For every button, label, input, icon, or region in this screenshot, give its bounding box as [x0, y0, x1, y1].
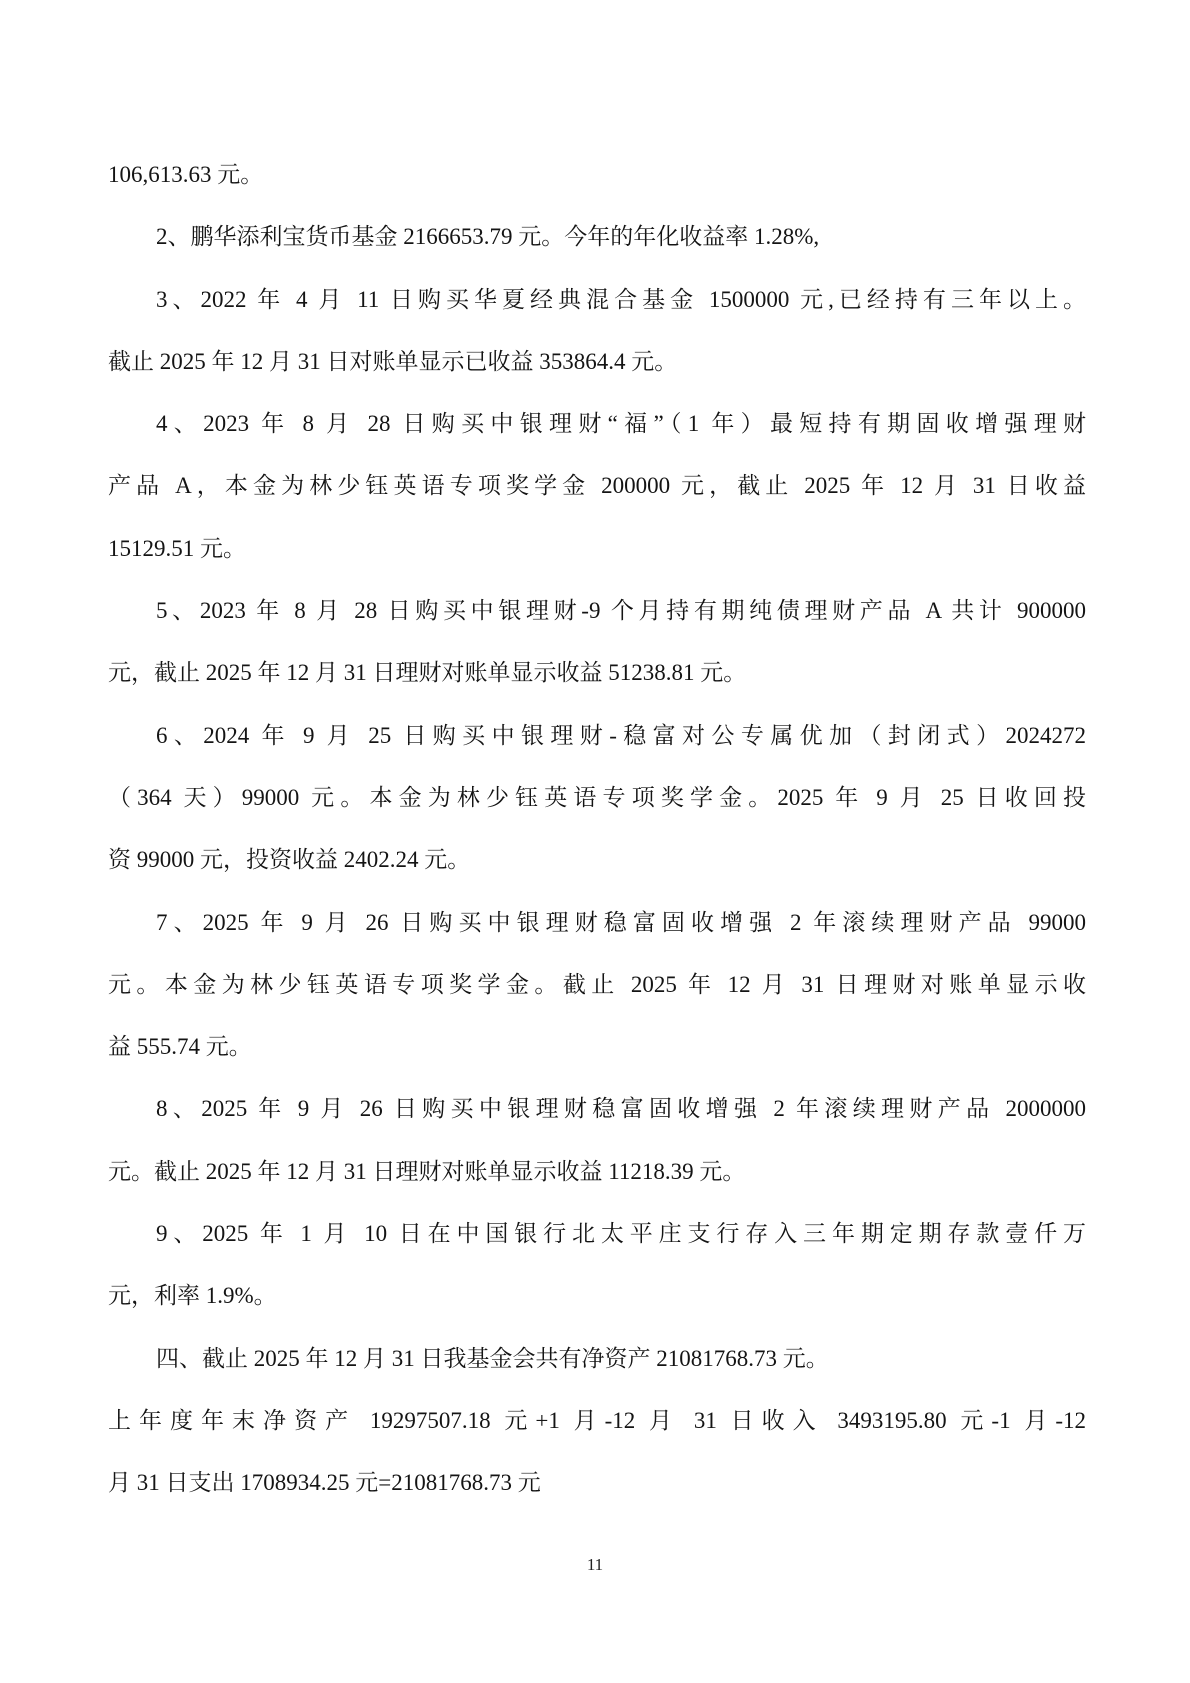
text-line-remainder-item1: 106,613.63 元。: [108, 162, 264, 187]
text-line-item4-cont: 产品 A，本金为林少钰英语专项奖学金 200000 元，截止 2025 年 12 月 31 日收益: [108, 473, 1086, 499]
text-line-item5: 5、2023 年 8 月 28 日购买中银理财-9 个月持有期纯债理财产品 A 共计 900000: [156, 598, 1086, 624]
text-line-item6-cont: （364 天）99000 元。本金为林少钰英语专项奖学金。2025 年 9 月 25 日收回投: [108, 784, 1086, 810]
text-line-item4: 4、2023 年 8 月 28 日购买中银理财“福”（1 年）最短持有期固收增强理财: [156, 411, 1086, 437]
text-line-item9: 9、2025 年 1 月 10 日在中国银行北太平庄支行存入三年期定期存款壹仟万: [156, 1221, 1086, 1247]
text-line-item8: 8、2025 年 9 月 26 日购买中银理财稳富固收增强 2 年滚续理财产品 2000000: [156, 1096, 1086, 1122]
text-line-section4-calc: 上年度年末净资产 19297507.18 元+1 月-12 月 31 日收入 3493195.80 元-1 月-12: [108, 1407, 1086, 1433]
text-line-section4: 四、截止 2025 年 12 月 31 日我基金会共有净资产 21081768.73 元。: [156, 1345, 829, 1371]
text-line-item6-end: 资 99000 元，投资收益 2402.24 元。: [108, 847, 471, 873]
text-line-item3: 3、2022 年 4 月 11 日购买华夏经典混合基金 1500000 元,已经持有三年以上。: [156, 286, 1086, 312]
text-line-item6: 6、2024 年 9 月 25 日购买中银理财-稳富对公专属优加（封闭式）2024272: [156, 722, 1086, 748]
text-line-item4-end: 15129.51 元。: [108, 535, 246, 561]
text-line-item9-cont: 元，利率 1.9%。: [108, 1283, 277, 1309]
text-line-section4-end: 月 31 日支出 1708934.25 元=21081768.73 元: [108, 1470, 541, 1496]
text-line-item2: 2、鹏华添利宝货币基金 2166653.79 元。今年的年化收益率 1.28%,: [156, 224, 820, 250]
text-line-item7-end: 益 555.74 元。: [108, 1034, 252, 1060]
document-body: [108, 144, 1086, 1515]
text-line-item3-cont: 截止 2025 年 12 月 31 日对账单显示已收益 353864.4 元。: [108, 348, 678, 374]
text-line-item5-cont: 元，截止 2025 年 12 月 31 日理财对账单显示收益 51238.81 元。: [108, 660, 747, 686]
text-line-item7-cont: 元。本金为林少钰英语专项奖学金。截止 2025 年 12 月 31 日理财对账单显示收: [108, 971, 1086, 997]
text-line-item7: 7、2025 年 9 月 26 日购买中银理财稳富固收增强 2 年滚续理财产品 99000: [156, 909, 1086, 935]
page-number: 11: [586, 1555, 604, 1574]
text-line-item8-cont: 元。截止 2025 年 12 月 31 日理财对账单显示收益 11218.39 元。: [108, 1158, 746, 1184]
